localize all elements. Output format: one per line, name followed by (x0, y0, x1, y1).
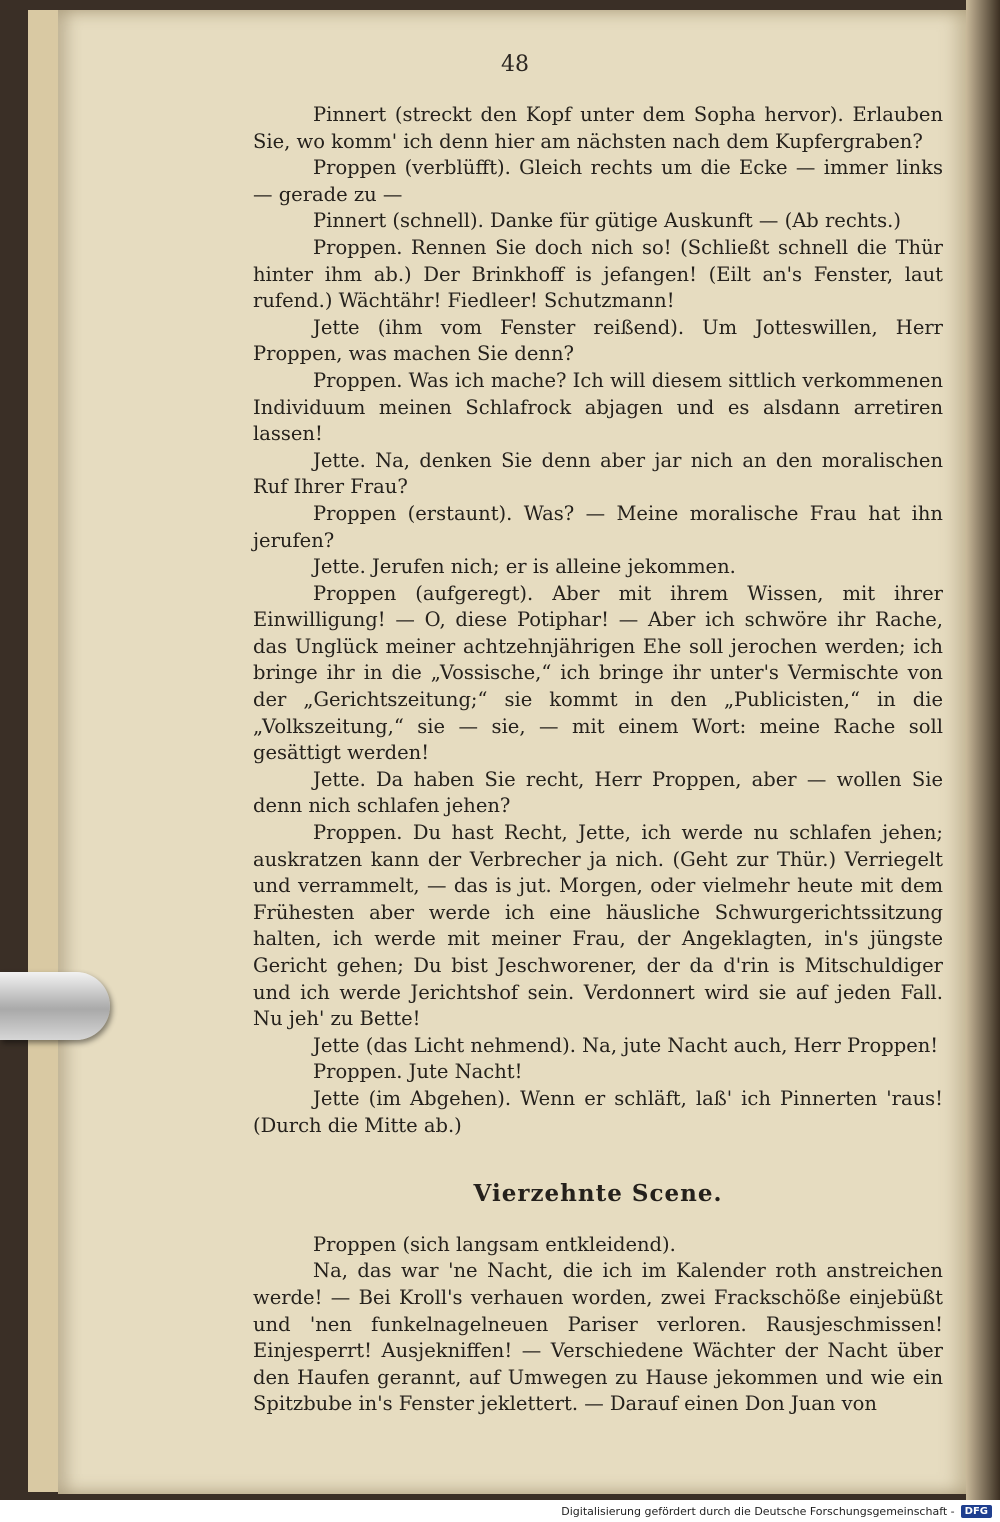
paragraph: Pinnert (streckt den Kopf unter dem Sopha hervor). Erlauben Sie, wo komm' ich denn hier am nächsten nach dem Kupfergraben? (253, 103, 943, 153)
paragraph: Proppen. Du hast Recht, Jette, ich werde nu schlafen jehen; auskratzen kann der Verbrecher ja nich. (Geht zur Thür.) Verriegelt und verrammelt, — das is jut. Morgen, oder vielmehr heute mit dem Frühesten aber werde ich eine häusliche Schwurgerichtssitzung halten, ich werde mit meiner Frau, der Angeklagten, in's jüngste Gericht gehen; Du bist Jeschworener, der da d'rin is Mitschuldiger und ich werde Jerichtshof sein. Verdonnert wird sie auf jeden Fall. Nu jeh' zu Bette! (253, 821, 943, 1031)
dfg-logo: DFG (961, 1505, 992, 1518)
paragraph: Jette. Jerufen nich; er is alleine jekommen. (313, 555, 736, 579)
paragraph: Proppen. Rennen Sie doch nich so! (Schließt schnell die Thür hinter ihm ab.) Der Brinkhoff is jefangen! (Eilt an's Fenster, laut rufend.) Wächtähr! Fiedleer! Schutzmann! (253, 235, 943, 313)
paragraph: Proppen (aufgeregt). Aber mit ihrem Wissen, mit ihrer Einwilligung! — O, diese Potiphar! — Aber ich schwöre ihr Rache, das Unglück meiner achtzehnjährigen Ehe soll jerochen werden; ich bringe ihr in die „Vossische,“ ich bringe ihr unter's Vermischte von der „Gerichtszeitung;“ sie kommt in den „Publicisten,“ in die „Volkszeitung,“ sie — sie, — mit einem Wort: meine Rache soll gesättigt werden! (253, 581, 943, 765)
paragraph: Proppen. Jute Nacht! (313, 1060, 523, 1084)
paragraph: Proppen (verblüfft). Gleich rechts um die Ecke — immer links — gerade zu — (253, 156, 943, 206)
paragraph: Proppen (erstaunt). Was? — Meine moralische Frau hat ihn jerufen? (253, 501, 943, 552)
page-number: 48 (501, 52, 529, 77)
dialogue-before (253, 102, 943, 1139)
paragraph: Jette. Na, denken Sie denn aber jar nich an den moralischen Ruf Ihrer Frau? (253, 448, 943, 499)
scene-heading: Vierzehnte Scene. (473, 1180, 723, 1208)
page-edge (44, 10, 59, 1492)
paragraph: Na, das war 'ne Nacht, die ich im Kalender roth anstreichen werde! — Bei Kroll's verhauen worden, zwei Frackschöße einjebüßt und 'nen funkelnagelneuen Pariser verloren. Rausjeschmissen! Einjesperrt! Ausjekniffen! — Verschiedene Wächter der Nacht über den Haufen gerannt, auf Umwegen zu Hause jekommen und wie ein Spitzbube in's Fenster jeklettert. — Darauf einen Don Juan von (253, 1259, 943, 1416)
paragraph: Jette (das Licht nehmend). Na, jute Nacht auch, Herr Proppen! (313, 1033, 939, 1057)
dialogue-after (253, 1258, 943, 1418)
footer (561, 1502, 992, 1520)
paragraph: Jette (im Abgehen). Wenn er schläft, laß' ich Pinnerten 'raus! (Durch die Mitte ab.) (253, 1086, 943, 1137)
footer-text: Digitalisierung gefördert durch die Deutsche Forschungsgemeinschaft - (561, 1504, 955, 1518)
paragraph: Pinnert (schnell). Danke für gütige Auskunft — (Ab rechts.) (313, 209, 901, 233)
book-page (58, 10, 972, 1494)
paragraph: Jette. Da haben Sie recht, Herr Proppen, aber — wollen Sie denn nich schlafen jehen? (253, 767, 943, 818)
page-clip (0, 972, 110, 1040)
page-text (253, 102, 943, 1418)
paragraph: Jette (ihm vom Fenster reißend). Um Jotteswillen, Herr Proppen, was machen Sie denn? (253, 315, 943, 366)
scene-direction: Proppen (sich langsam entkleidend). (313, 1232, 676, 1256)
binding-shadow (966, 0, 1000, 1500)
paragraph: Proppen. Was ich mache? Ich will diesem sittlich verkommenen Individuum meinen Schlafrock abjagen und es alsdann arretiren lassen! (253, 368, 943, 446)
